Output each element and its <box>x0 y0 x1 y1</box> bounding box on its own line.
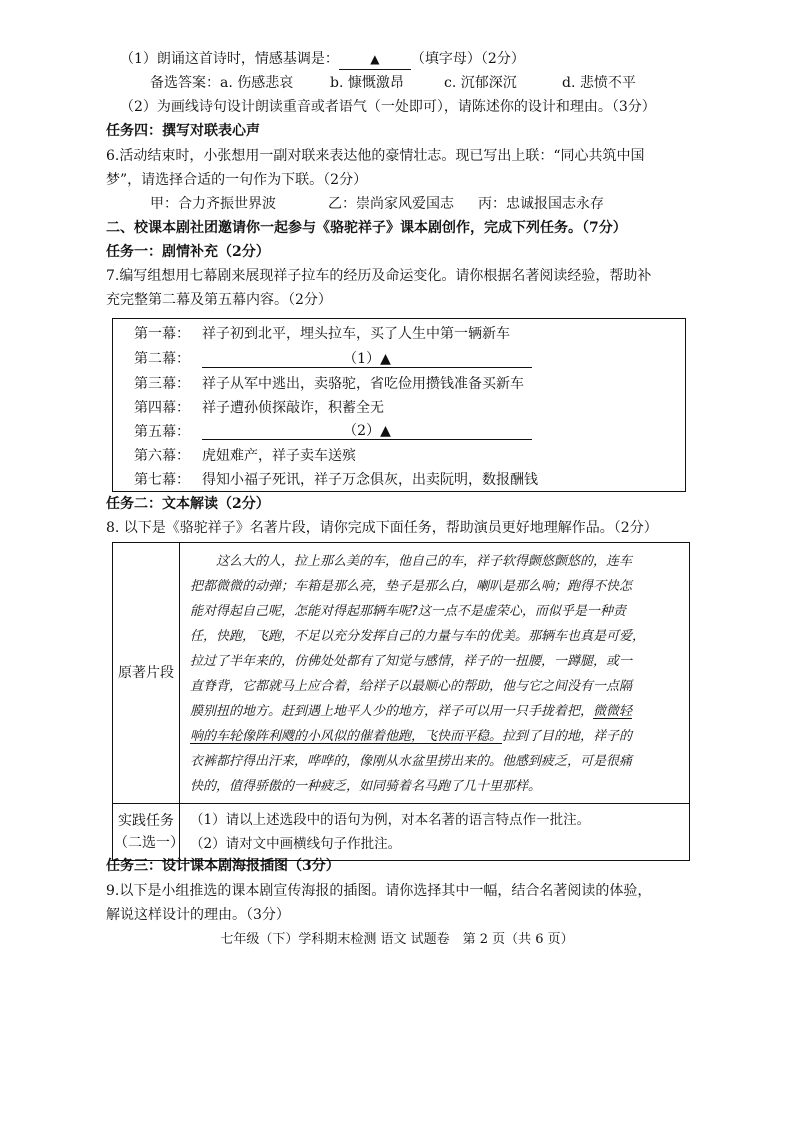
choice-bing: 丙：忠诚报国志永存 <box>478 196 604 212</box>
practice-label-1: 实践任务 <box>118 813 174 829</box>
q5-part2: （2）为画线诗句设计朗读重音或者语气（一处即可），请陈述你的设计和理由。（3分） <box>120 99 656 115</box>
section2-heading: 二、校课本剧社团邀请你一起参与《骆驼祥子》课本剧创作，完成下列任务。（7分） <box>106 220 627 236</box>
choice-jia: 甲：合力齐振世界波 <box>150 196 276 212</box>
fragment-table <box>112 542 690 861</box>
q5-part1-suffix: （填字母）（2分） <box>410 51 525 67</box>
q6-choices <box>150 194 604 214</box>
blank-mark: （1）▲ <box>343 351 391 367</box>
fragment-label: 原著片段 <box>113 543 180 804</box>
act-text: 祥子初到北平，埋头拉车，买了人生中第一辆新车 <box>202 326 510 342</box>
act-label: 第四幕： <box>134 400 190 416</box>
q5-options <box>150 73 636 93</box>
task1-heading: 任务一：剧情补充（2分） <box>106 244 270 260</box>
act-label: 第二幕： <box>134 351 190 367</box>
act-text: 虎妞难产，祥子卖车送殡 <box>202 448 356 464</box>
act-label: 第五幕： <box>134 424 190 440</box>
fragment-span: 膜别扭的地方。赶到遇上地平人少的地方，祥子可以用一只手拢着把， <box>190 704 594 719</box>
page-footer: 七年级（下）学科期末检测 语文 试题卷 第 2 页（共 6 页） <box>220 932 574 947</box>
task4-heading: 任务四：撰写对联表心声 <box>106 123 260 139</box>
act-label: 第三幕： <box>134 376 190 392</box>
practice-task-1: （1）请以上述选段中的语句为例，对本名著的语言特点作一批注。 <box>190 812 591 828</box>
act-7 <box>134 470 538 490</box>
q9-line1: 9.以下是小组推选的课本剧宣传海报的插图。请你选择其中一幅，结合名著阅读的体验， <box>106 883 652 899</box>
act-text: 得知小福子死讯，祥子万念俱灰，出卖阮明，数报酬钱 <box>202 472 538 488</box>
fragment-line: 快的，值得骄傲的一种疲乏，如同骑着名马跑了几十里那样。 <box>190 779 542 794</box>
act-text: 祥子遭孙侦探敲诈，积蓄全无 <box>202 400 384 416</box>
act-5-blank[interactable] <box>202 420 532 440</box>
blank-mark: ▲ <box>370 52 380 66</box>
q6-line2: 梦”，请选择合适的一句作为下联。（2分） <box>106 172 368 188</box>
act-3 <box>134 374 524 394</box>
fragment-line: 直脊背，它都就马上应合着，给祥子以最顺心的帮助，他与它之间没有一点隔 <box>190 679 633 694</box>
option-b: b. 慷慨激昂 <box>330 75 404 91</box>
act-6 <box>134 446 356 466</box>
options-label: 备选答案： <box>150 75 220 91</box>
act-2 <box>134 349 202 369</box>
q9-line2: 解说这样设计的理由。（3分） <box>106 907 290 923</box>
q6-line1: 6.活动结束时，小张想用一副对联来表达他的豪情壮志。现已写出上联：“同心共筑中国 <box>106 148 645 164</box>
q5-part1 <box>120 49 525 70</box>
act-4 <box>134 398 384 418</box>
act-1 <box>134 324 510 344</box>
act-text: 祥子从军中逃出，卖骆驼，省吃俭用攒钱准备买新车 <box>202 376 524 392</box>
practice-label-2: （二选一） <box>114 835 184 851</box>
q8-line: 8. 以下是《骆驼祥子》名著片段，请你完成下面任务，帮助演员更好地理解作品。（2分） <box>106 520 658 536</box>
fragment-line: 能对得起自己呢，怎能对得起那辆车呢?这一点不是虚荣心，而似乎是一种责 <box>190 604 626 619</box>
fragment-line: 任，快跑，飞跑，不足以充分发挥自己的力量与车的优美。那辆车也真是可爱， <box>190 629 646 644</box>
fragment-span: 拉到了目的地，祥子的 <box>502 729 633 744</box>
underlined-sentence: 微微轻 <box>593 704 633 719</box>
option-c: c. 沉郁深沉 <box>444 75 517 91</box>
act-label: 第六幕： <box>134 448 190 464</box>
fragment-line: 把都微微的动弹；车箱是那么亮，垫子是那么白，喇叭是那么响；跑得不快怎 <box>190 579 633 594</box>
fragment-line: 衣裤都拧得出汗来，哗哗的，像刚从水盆里捞出来的。他感到疲乏，可是很痛 <box>190 754 633 769</box>
fragment-line: 这么大的人，拉上那么美的车，他自己的车，祥子软得颤悠颤悠的，连车 <box>216 554 633 569</box>
fragment-line <box>190 724 681 749</box>
answer-blank[interactable] <box>339 49 411 70</box>
fragment-line <box>190 699 681 724</box>
task2-heading: 任务二：文本解读（2分） <box>106 496 270 512</box>
blank-mark: （2）▲ <box>343 423 391 439</box>
q7-line1: 7.编写组想用七幕剧来展现祥子拉车的经历及命运变化。请你根据名著阅读经验，帮助补 <box>106 268 652 284</box>
choice-yi: 乙：崇尚家风爱国志 <box>328 196 454 212</box>
practice-label <box>113 804 184 861</box>
fragment-text <box>180 543 690 804</box>
option-d: d. 悲愤不平 <box>562 75 636 91</box>
act-label: 第七幕： <box>134 472 190 488</box>
fragment-line: 拉过了半年来的，仿佛处处都有了知觉与感情，祥子的一扭腰，一蹲腿，或一 <box>190 654 633 669</box>
q5-part1-prefix: （1）朗诵这首诗时，情感基调是： <box>120 51 339 67</box>
act-2-blank[interactable] <box>202 348 532 368</box>
practice-task-2: （2）请对文中画横线句子作批注。 <box>190 836 402 852</box>
task3-heading: 任务三：设计课本剧海报插图（3分） <box>106 858 340 874</box>
q7-line2: 充完整第二幕及第五幕内容。（2分） <box>106 292 332 308</box>
option-a: a. 伤感悲哀 <box>220 75 294 91</box>
act-5 <box>134 422 202 442</box>
practice-tasks <box>180 804 690 861</box>
act-label: 第一幕： <box>134 326 190 342</box>
underlined-sentence: 响的车轮像阵利飕的小风似的催着他跑，飞快而平稳。 <box>190 729 503 744</box>
